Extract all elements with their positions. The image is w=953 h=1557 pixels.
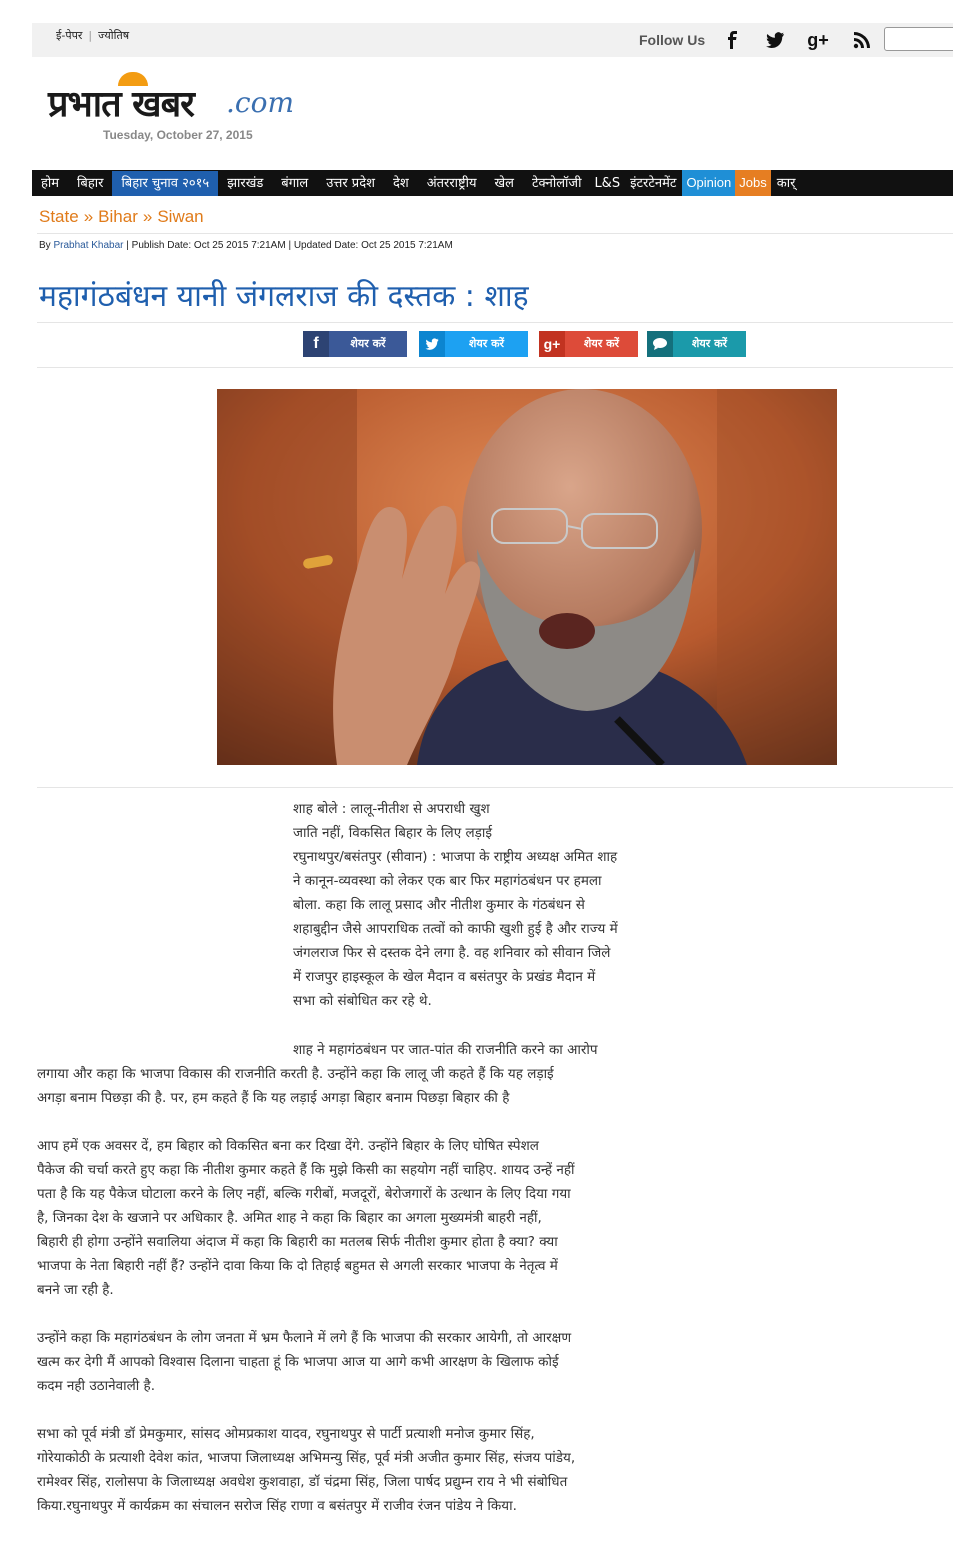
top-links (56, 28, 129, 43)
article-paragraph-5 (37, 1422, 707, 1518)
article-line: शाह ने महागंठबंधन पर जात-पांत की राजनीति करने का आरोप (293, 1042, 598, 1058)
article-line: बोला. कहा कि लालू प्रसाद और नीतीश कुमार के गंठबंधन से (293, 897, 585, 913)
share-label: शेयर करें (691, 337, 728, 350)
article-photo (217, 389, 837, 765)
nav-item-international[interactable]: अंतरराष्ट्रीय (426, 176, 477, 191)
breadcrumb-siwan[interactable]: Siwan (157, 207, 204, 226)
article-line: किया.रघुनाथपुर में कार्यक्रम का संचालन सरोज सिंह राणा व बसंतपुर में राजीव रंजन पांडेय ने किया. (37, 1498, 517, 1514)
breadcrumb-separator: » (83, 207, 94, 226)
nav-item-desh[interactable]: देश (392, 176, 409, 191)
byline-by: By (39, 240, 51, 251)
nav-item-uttar-pradesh[interactable]: उत्तर प्रदेश (326, 176, 375, 191)
nav-item-ls[interactable]: L&S (594, 176, 621, 191)
current-date: Tuesday, October 27, 2015 (103, 128, 253, 142)
main-nav (32, 170, 953, 196)
follow-us-label: Follow Us (639, 32, 706, 48)
rss-icon[interactable] (851, 29, 873, 51)
facebook-icon: f (303, 331, 329, 357)
twitter-icon[interactable] (764, 29, 786, 51)
facebook-share-button[interactable] (303, 331, 407, 357)
article-line: सभा को पूर्व मंत्री डॉ प्रेमकुमार, सांसद ओमप्रकाश यादव, रघुनाथपुर से पार्टी प्रत्याशी मनोज कुमार सिंह, (37, 1426, 535, 1442)
comment-share-button[interactable] (647, 331, 746, 357)
article-line: शाह बोले : लालू-नीतीश से अपराधी खुश (293, 801, 490, 817)
byline-publish-date: | Publish Date: Oct 25 2015 7:21AM (126, 240, 286, 251)
share-label: शेयर करें (468, 337, 505, 350)
breadcrumb-separator: » (142, 207, 153, 226)
article-line: में राजपुर हाइस्कूल के खेल मैदान व बसंतपुर के प्रखंड मैदान में (293, 969, 596, 985)
share-label: शेयर करें (350, 337, 386, 350)
divider: | (88, 29, 93, 42)
byline-author[interactable]: Prabhat Khabar (53, 240, 124, 251)
google-plus-icon[interactable]: g+ (807, 30, 829, 50)
nav-item-home[interactable]: होम (41, 176, 60, 191)
article-line: कदम नही उठानेवाली है. (37, 1378, 155, 1394)
astrology-link[interactable]: ज्योतिष (98, 29, 130, 42)
breadcrumb-state[interactable]: State (39, 207, 79, 226)
nav-item-technology[interactable]: टेक्नोलॉजी (531, 176, 582, 191)
article-line: रामेश्वर सिंह, रालोसपा के जिलाध्यक्ष अवधेश कुशवाहा, डॉ चंद्रमा सिंह, जिला पार्षद प्रद्युम्न राय ने भी संबोधित (37, 1474, 568, 1490)
byline (39, 240, 453, 251)
divider (37, 787, 953, 788)
article-line: लगाया और कहा कि भाजपा विकास की राजनीति करती है. उन्होंने कहा कि लालू जी कहते हैं कि यह लड़ाई (37, 1066, 554, 1082)
logo-suffix: .com (226, 86, 294, 119)
nav-item-bengal[interactable]: बंगाल (281, 176, 309, 191)
article-line: बनने जा रही है. (37, 1282, 114, 1298)
article-paragraph-2 (37, 1062, 697, 1110)
article-line: खत्म कर देगी मैं आपको विश्वास दिलाना चाहता हूं कि भाजपा आज या आगे कभी आरक्षण के खिलाफ कोई (37, 1354, 559, 1370)
article-line: पता है कि यह पैकेज घोटाला करने के लिए नहीं, बल्कि गरीबों, मजदूरों, बेरोजगारों के उत्थान के लिए दिया गया (37, 1186, 571, 1202)
twitter-share-button[interactable] (419, 331, 528, 357)
article-line: अगड़ा बनाम पिछड़ा की है. पर, हम कहते हैं कि यह लड़ाई अगड़ा बिहार बनाम पिछड़ा बिहार की है (37, 1090, 510, 1106)
article-lead (293, 797, 683, 1013)
article-line: भाजपा के नेता बिहारी नहीं हैं? उन्होंने दावा किया कि दो तिहाई बहुमत से अगली सरकार भाजपा के नेतृत्व में (37, 1258, 558, 1274)
nav-item-more[interactable]: कार् (776, 176, 796, 191)
breadcrumb-bihar[interactable]: Bihar (98, 207, 138, 226)
nav-item-jharkhand[interactable]: झारखंड (227, 176, 264, 191)
article-line: जंगलराज फिर से दस्तक देने लगा है. वह शनिवार को सीवान जिले (293, 945, 611, 961)
article-headline: महागंठबंधन यानी जंगलराज की दस्तक : शाह (39, 279, 529, 314)
nav-item-entertainment[interactable]: इंटरटेनमेंट (630, 176, 677, 191)
nav-item-bihar-election[interactable]: बिहार चुनाव २०१५ (112, 171, 218, 196)
site-logo[interactable] (48, 72, 318, 128)
article-line: रघुनाथपुर/बसंतपुर (सीवान) : भाजपा के राष्ट्रीय अध्यक्ष अमित शाह (293, 849, 618, 865)
google-plus-share-button[interactable] (539, 331, 638, 357)
logo-text: प्रभात खबर (48, 84, 194, 125)
article-line: बिहारी ही होगा उन्होंने सवालिया अंदाज में कहा कि बिहारी का मतलब सिर्फ नीतीश कुमार होता है क्या? क्या (37, 1234, 558, 1250)
article-line: गोरेयाकोठी के प्रत्याशी देवेश कांत, भाजपा जिलाध्यक्ष अभिमन्यु सिंह, पूर्व मंत्री अजीत कुमार सिंह, संजय पांडेय, (37, 1450, 576, 1466)
byline-updated-date: | Updated Date: Oct 25 2015 7:21AM (288, 240, 453, 251)
article-line: पैकेज की चर्चा करते हुए कहा कि नीतीश कुमार कहते हैं कि मुझे किसी का सहयोग नहीं चाहिए. शायद उन्हें नहीं (37, 1162, 575, 1178)
nav-item-bihar[interactable]: बिहार (77, 176, 104, 191)
nav-item-jobs[interactable]: Jobs (735, 170, 770, 196)
facebook-icon[interactable] (722, 29, 744, 51)
google-plus-icon: g+ (539, 331, 565, 357)
search-input[interactable] (884, 27, 953, 51)
divider (37, 233, 953, 234)
nav-item-opinion[interactable]: Opinion (682, 170, 735, 196)
article-line: ने कानून-व्यवस्था को लेकर एक बार फिर महागंठबंधन पर हमला (293, 873, 602, 889)
top-bar (32, 23, 953, 57)
article-paragraph-3 (37, 1134, 707, 1302)
breadcrumb (39, 207, 204, 227)
article-line: सभा को संबोधित कर रहे थे. (293, 993, 432, 1009)
nav-item-sports[interactable]: खेल (494, 176, 514, 191)
article-line: है, जिनका देश के खजाने पर अधिकार है. अमित शाह ने कहा कि बिहार का अगला मुख्यमंत्री बाहरी नहीं, (37, 1210, 542, 1226)
article-line: आप हमें एक अवसर दें, हम बिहार को विकसित बना कर दिखा देंगे. उन्होंने बिहार के लिए घोषित स्पेशल (37, 1138, 539, 1154)
epaper-link[interactable]: ई-पेपर (56, 29, 83, 42)
article-paragraph-4 (37, 1326, 707, 1398)
share-bar (37, 322, 953, 368)
article-line: उन्होंने कहा कि महागंठबंधन के लोग जनता में भ्रम फैलाने में लगे हैं कि भाजपा की सरकार आयेगी, तो आरक्षण (37, 1330, 572, 1346)
article-line: शहाबुद्दीन जैसे आपराधिक तत्वों को काफी खुशी हुई है और राज्य में (293, 921, 618, 937)
article-line: जाति नहीं, विकसित बिहार के लिए लड़ाई (293, 825, 492, 841)
share-label: शेयर करें (583, 337, 620, 350)
